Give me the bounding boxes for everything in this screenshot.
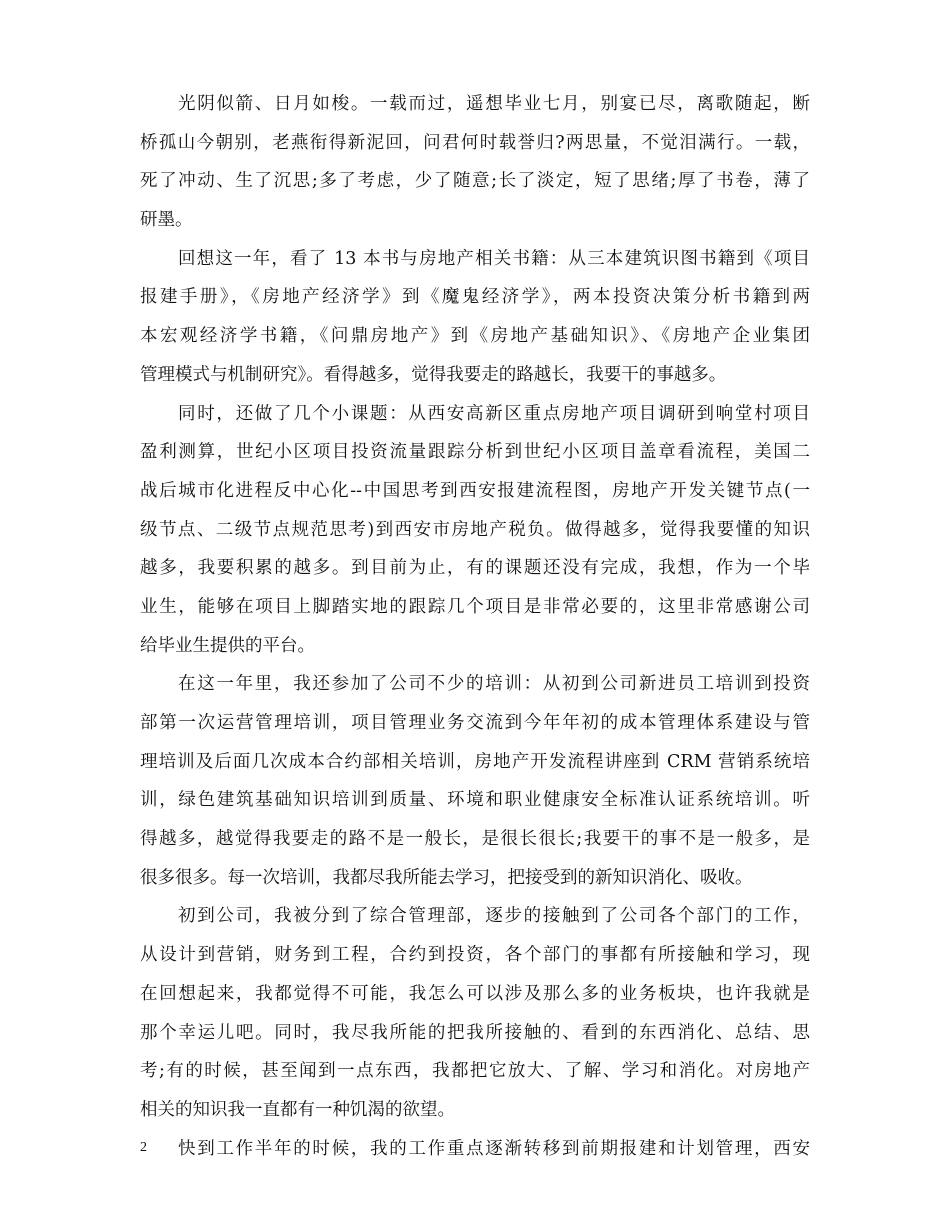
text-line: 得越多，越觉得我要走的路不是一般长，是很长很长;我要干的事不是一般多，是 bbox=[140, 829, 810, 850]
text-line: 快到工作半年的时候，我的工作重点逐渐转移到前期报建和计划管理，西安 bbox=[178, 1138, 810, 1159]
text-line: 越多，我要积累的越多。到目前为止，有的课题还没有完成，我想，作为一个毕 bbox=[140, 558, 810, 579]
text-line: 相关的知识我一直都有一种饥渴的欲望。 bbox=[140, 1099, 455, 1120]
document-body bbox=[140, 85, 810, 1168]
text-line: 盈利测算，世纪小区项目投资流量跟踪分析到世纪小区项目盖章看流程，美国二 bbox=[140, 442, 810, 463]
text-line: 回想这一年，看了 13 本书与房地产相关书籍：从三本建筑识图书籍到《项目 bbox=[178, 248, 810, 269]
text-line: 训，绿色建筑基础知识培训到质量、环境和职业健康安全标准认证系统培训。听 bbox=[140, 790, 810, 811]
text-line: 管理模式与机制研究》。看得越多，觉得我要走的路越长，我要干的事越多。 bbox=[140, 364, 727, 385]
text-line: 部第一次运营管理培训，项目管理业务交流到今年年初的成本管理体系建设与管 bbox=[140, 713, 810, 733]
text-line: 桥孤山今朝别，老燕衔得新泥回，问君何时载誉归?两思量，不觉泪满行。一载， bbox=[140, 132, 810, 153]
text-line: 本宏观经济学书籍，《问鼎房地产》到《房地产基础知识》、《房地产企业集团 bbox=[140, 326, 810, 347]
page-number: 2 bbox=[140, 1140, 147, 1155]
text-line: 报建手册》，《房地产经济学》到《魔鬼经济学》，两本投资决策分析书籍到两 bbox=[140, 287, 810, 308]
text-line: 考;有的时候，甚至闻到一点东西，我都把它放大、了解、学习和消化。对房地产 bbox=[140, 1061, 810, 1082]
text-line: 光阴似箭、日月如梭。一载而过，遥想毕业七月，别宴已尽，离歌随起，断 bbox=[178, 94, 810, 114]
paragraph-5 bbox=[140, 897, 810, 1129]
text-line: 同时，还做了几个小课题：从西安高新区重点房地产项目调研到响堂村项目 bbox=[178, 403, 810, 424]
text-line: 初到公司，我被分到了综合管理部，逐步的接触到了公司各个部门的工作， bbox=[178, 906, 810, 927]
text-line: 级节点、二级节点规范思考)到西安市房地产税负。做得越多，觉得我要懂的知识 bbox=[140, 519, 810, 540]
paragraph-6 bbox=[140, 1130, 810, 1169]
text-line: 给毕业生提供的平台。 bbox=[140, 635, 315, 656]
text-line: 研墨。 bbox=[140, 210, 193, 231]
paragraph-2 bbox=[140, 240, 810, 395]
paragraph-4 bbox=[140, 665, 810, 897]
text-line: 在这一年里，我还参加了公司不少的培训：从初到公司新进员工培训到投资 bbox=[178, 674, 810, 695]
text-line: 业生，能够在项目上脚踏实地的跟踪几个项目是非常必要的，这里非常感谢公司 bbox=[140, 596, 810, 617]
text-line: 很多很多。每一次培训，我都尽我所能去学习，把接受到的新知识消化、吸收。 bbox=[140, 867, 753, 888]
text-line: 死了冲动、生了沉思;多了考虑，少了随意;长了淡定，短了思绪;厚了书卷，薄了 bbox=[140, 171, 810, 192]
paragraph-3 bbox=[140, 395, 810, 666]
text-line: 在回想起来，我都觉得不可能，我怎么可以涉及那么多的业务板块，也许我就是 bbox=[140, 983, 810, 1004]
paragraph-1 bbox=[140, 85, 810, 240]
text-line: 战后城市化进程反中心化--中国思考到西安报建流程图，房地产开发关键节点(一 bbox=[140, 480, 810, 501]
text-line: 从设计到营销，财务到工程，合约到投资，各个部门的事都有所接触和学习，现 bbox=[140, 945, 810, 966]
text-line: 那个幸运儿吧。同时，我尽我所能的把我所接触的、看到的东西消化、总结、思 bbox=[140, 1022, 810, 1043]
text-line: 理培训及后面几次成本合约部相关培训，房地产开发流程讲座到 CRM 营销系统培 bbox=[140, 751, 810, 772]
